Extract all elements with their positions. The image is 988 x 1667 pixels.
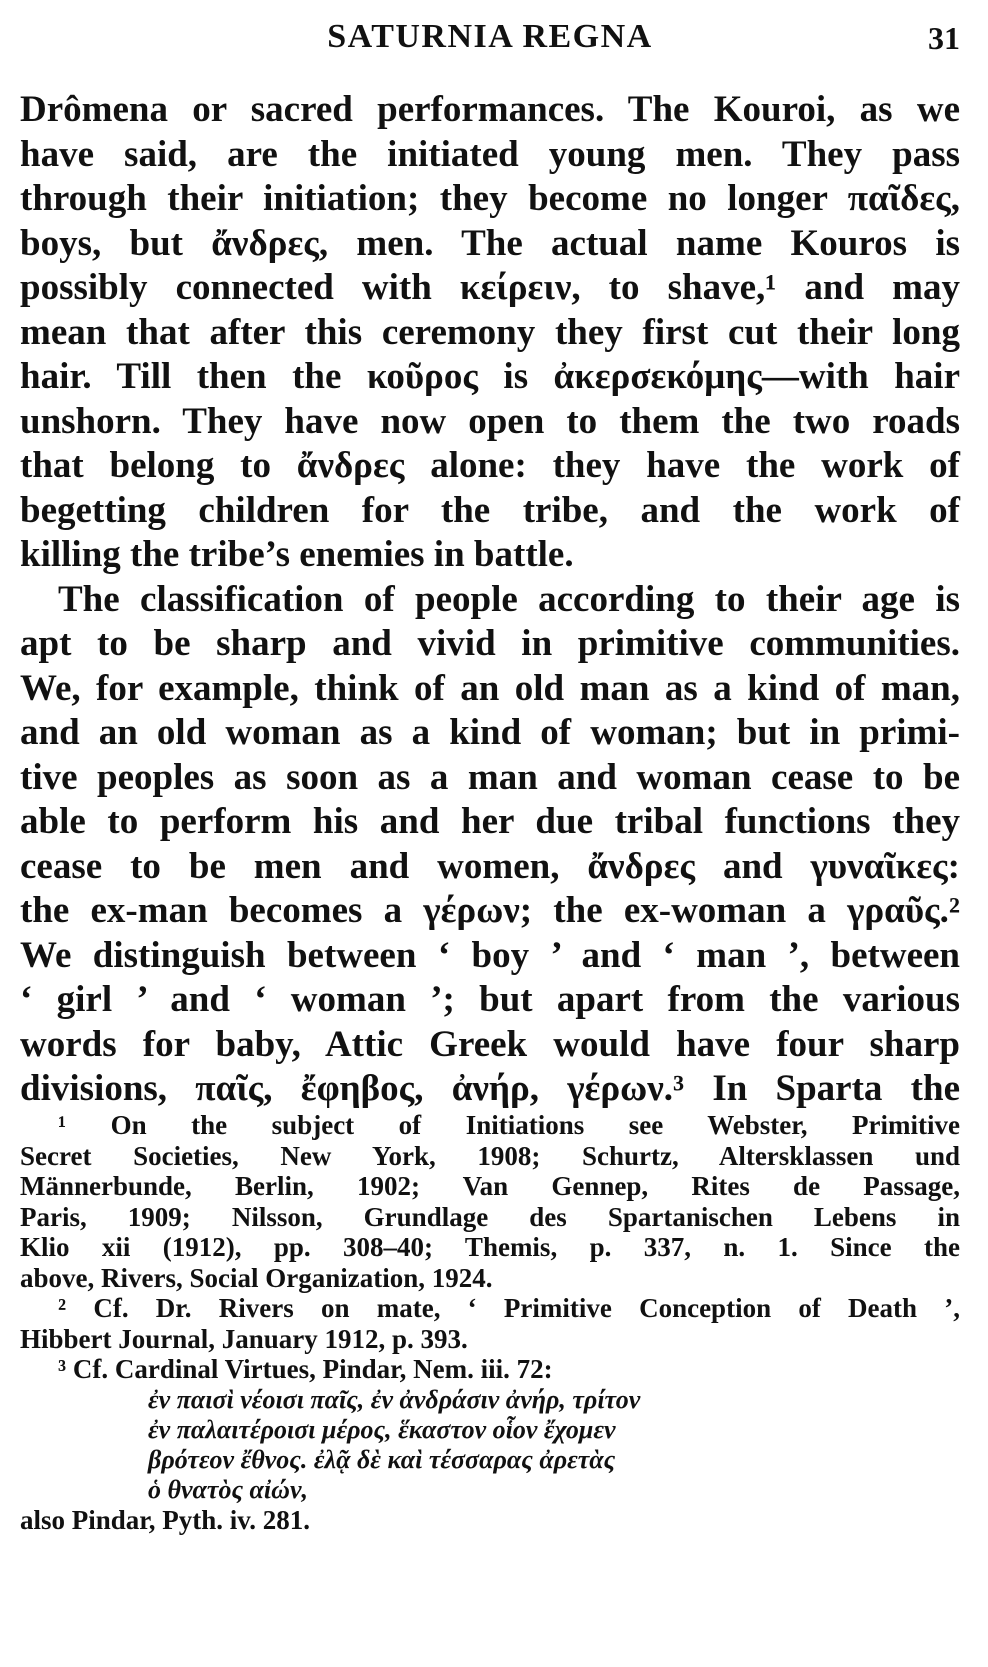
text-line: words for baby, Attic Greek would have four sharp bbox=[20, 1023, 960, 1065]
text-line: We distinguish between ‘ boy ’ and ‘ man ’, between bbox=[20, 934, 960, 976]
text-line: mean that after this ceremony they first cut their long bbox=[20, 311, 960, 353]
footnote-line: Paris, 1909; Nilsson, Grundlage des Spartanischen Lebens in bbox=[20, 1201, 960, 1232]
text-line: begetting children for the tribe, and the work of bbox=[20, 489, 960, 531]
greek-quote-line: ὁ θνατὸς αἰών, bbox=[148, 1474, 308, 1504]
footnote-line: Secret Societies, New York, 1908; Schurtz, Altersklassen und bbox=[20, 1140, 960, 1171]
footnotes bbox=[20, 1110, 960, 1535]
greek-quote-line: ἐν παισὶ νέοισι παῖς, ἐν ἀνδράσιν ἀνήρ, τρίτον bbox=[148, 1384, 641, 1414]
text-line: and an old woman as a kind of woman; but in primi- bbox=[20, 712, 960, 753]
footnote-line: ² Cf. Dr. Rivers on mate, ‘ Primitive Conception of Death ’, bbox=[58, 1293, 960, 1323]
text-line: We, for example, think of an old man as a kind of man, bbox=[20, 667, 960, 709]
text-line: cease to be men and women, ἄνδρες and γυναῖκες: bbox=[20, 845, 960, 887]
text-line: killing the tribe’s enemies in battle. bbox=[20, 534, 574, 575]
footnote-line: Männerbunde, Berlin, 1902; Van Gennep, Rites de Passage, bbox=[20, 1171, 960, 1201]
text-line: the ex-man becomes a γέρων; the ex-woman a γραῦς.² bbox=[20, 890, 960, 931]
page-number: 31 bbox=[928, 20, 960, 56]
text-line: that belong to ἄνδρες alone: they have the work of bbox=[20, 445, 960, 486]
footnote-closing-line: also Pindar, Pyth. iv. 281. bbox=[20, 1504, 311, 1535]
greek-quote-line: ἐν παλαιτέροισι μέρος, ἕκαστον οἷον ἔχομεν bbox=[148, 1414, 616, 1444]
text-line: boys, but ἄνδρες, men. The actual name Kouros is bbox=[20, 222, 960, 264]
book-page bbox=[20, 0, 960, 1667]
footnote-line: Klio xii (1912), pp. 308–40; Themis, p. 337, n. 1. Since the bbox=[20, 1232, 960, 1262]
footnote-line: Hibbert Journal, January 1912, p. 393. bbox=[20, 1323, 468, 1354]
footnote-line: ¹ On the subject of Initiations see Webster, Primitive bbox=[58, 1110, 960, 1140]
text-line: have said, are the initiated young men. They pass bbox=[20, 133, 960, 175]
text-line: possibly connected with κείρειν, to shave,¹ and may bbox=[20, 267, 960, 308]
text-line: able to perform his and her due tribal functions they bbox=[20, 801, 960, 842]
footnote-line: above, Rivers, Social Organization, 1924. bbox=[20, 1262, 493, 1293]
running-title: SATURNIA REGNA bbox=[327, 18, 653, 55]
text-line: hair. Till then the κοῦρος is ἀκερσεκόμης—with hair bbox=[20, 356, 960, 397]
text-line: through their initiation; they become no longer παῖδες, bbox=[20, 178, 960, 219]
footnote-line: ³ Cf. Cardinal Virtues, Pindar, Nem. iii. 72: bbox=[58, 1354, 553, 1384]
main-text bbox=[20, 88, 960, 1112]
text-line: tive peoples as soon as a man and woman cease to be bbox=[20, 756, 960, 798]
text-line: apt to be sharp and vivid in primitive communities. bbox=[20, 623, 960, 664]
text-line: Drômena or sacred performances. The Kouroi, as we bbox=[20, 89, 960, 130]
text-line: unshorn. They have now open to them the two roads bbox=[20, 400, 960, 442]
page-header bbox=[20, 18, 960, 68]
text-line: The classification of people according to their age is bbox=[58, 578, 960, 620]
greek-quotation bbox=[20, 1385, 960, 1505]
text-line: divisions, παῖς, ἔφηβος, ἀνήρ, γέρων.³ In Sparta the bbox=[20, 1068, 960, 1109]
greek-quote-line: βρότεον ἔθνος. ἐλᾷ δὲ καὶ τέσσαρας ἀρετὰς bbox=[148, 1444, 616, 1474]
text-line: ‘ girl ’ and ‘ woman ’; but apart from the various bbox=[20, 979, 960, 1020]
